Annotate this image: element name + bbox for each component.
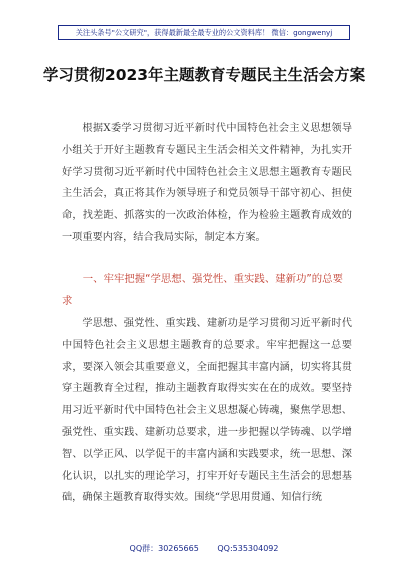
intro-paragraph: 根据X委学习贯彻习近平新时代中国特色社会主义思想领导小组关于开好主题教育专题民主生活会相关文件精神，为扎实开好学习贯彻习近平新时代中国特色社会主义思想主题教育专题民主生活会，真正将其作为领导班子和党员领导干部守初心、担使命，找差距、抓落实的一次政治体检，作为检验主题教育成效的一项重要内容，结合我局实际，制定本方案。 bbox=[62, 123, 352, 243]
section-body-paragraph: 学思想、强党性、重实践、建新功是学习贯彻习近平新时代中国特色社会主义思想主题教育的总要求。牢牢把握这一总要求，要深入领会其重要意义，全面把握其丰富内涵，切实将其贯穿主题教育全过程，推动主题教育取得实实在在的成效。要坚持用习近平新时代中国特色社会主义思想凝心铸魂，聚焦学思想、强党性、重实践、建新功总要求，进一步把握以学铸魂、以学增智、以学正风、以学促干的丰富内涵和实践要求，统一思想、深化认识，以扎实的理论学习，打牢开好专题民主生活会的思想基础，确保主题教育取得实效。围绕“学思用贯通、知信行统 bbox=[62, 318, 352, 504]
header-banner: 关注头条号"公文研究"，获得最新最全最专业的公文资料库！ 微信：gongwenyj bbox=[58, 25, 350, 40]
section-heading: 一、牢牢把握“学思想、强党性、重实践、建新功”的总要求 bbox=[62, 273, 343, 307]
footer-contact: QQ群：30265665 QQ:535304092 bbox=[129, 544, 279, 553]
document-title: 学习贯彻2023年主题教育专题民主生活会方案 bbox=[42, 66, 366, 84]
